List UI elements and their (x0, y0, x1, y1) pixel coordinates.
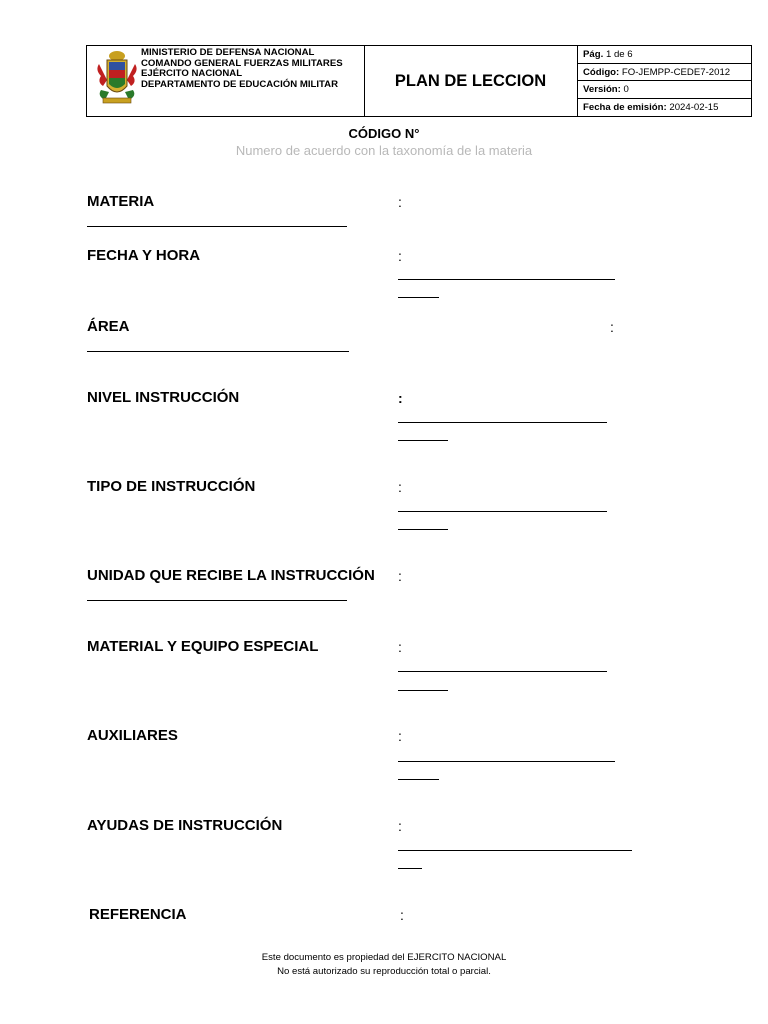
issue-date-label: Fecha de emisión: (583, 101, 667, 113)
footer-line: No está autorizado su reproducción total o parcial. (277, 966, 491, 977)
org-line: MINISTERIO DE DEFENSA NACIONAL (141, 47, 315, 58)
fecha-hora-line (398, 279, 615, 280)
material-colon: : (398, 639, 402, 655)
referencia-colon: : (400, 907, 404, 923)
area-line (87, 351, 349, 352)
area-colon: : (610, 319, 614, 335)
page-value: 1 de 6 (605, 49, 633, 60)
version-row (577, 81, 751, 99)
nivel-colon: : (398, 390, 403, 406)
code-label: Código: (583, 66, 620, 78)
materia-line (87, 226, 347, 227)
material-line (398, 671, 607, 672)
fecha-hora-colon: : (398, 248, 402, 264)
org-name (141, 48, 343, 90)
header-meta-cell (577, 46, 751, 116)
document-title: PLAN DE LECCION (364, 46, 578, 116)
auxiliares-label: AUXILIARES (87, 727, 178, 744)
code-row (577, 64, 751, 82)
version-label: Versión: (583, 84, 621, 95)
tipo-colon: : (398, 479, 402, 495)
code-number-hint: Numero de acuerdo con la taxonomía de la materia (235, 143, 533, 158)
ayudas-line-end (398, 868, 422, 869)
auxiliares-line-end (398, 779, 439, 780)
unidad-line (87, 600, 347, 601)
code-number-title: CÓDIGO N° (348, 126, 420, 141)
document-header (86, 45, 752, 117)
header-org-cell (87, 46, 365, 116)
materia-colon: : (398, 194, 402, 210)
footer-notice (0, 951, 768, 979)
ayudas-colon: : (398, 818, 402, 834)
referencia-label: REFERENCIA (89, 906, 187, 923)
page-label: Pág. (583, 49, 604, 60)
fecha-hora-label: FECHA Y HORA (87, 247, 201, 264)
unidad-colon: : (398, 568, 402, 584)
footer-line: Este documento es propiedad del EJERCITO NACIONAL (261, 952, 507, 963)
nivel-line (398, 422, 607, 423)
issue-date-row (577, 99, 751, 117)
material-label: MATERIAL Y EQUIPO ESPECIAL (87, 638, 319, 655)
auxiliares-line (398, 761, 615, 762)
nivel-line-end (398, 440, 448, 441)
org-line: COMANDO GENERAL FUERZAS MILITARES (141, 57, 343, 69)
org-line: EJÉRCITO NACIONAL (141, 68, 243, 80)
fecha-hora-line-end (398, 297, 439, 298)
materia-label: MATERIA (87, 193, 155, 210)
tipo-line-end (398, 529, 448, 530)
code-value: FO-JEMPP-CEDE7-2012 (621, 66, 731, 78)
area-label: ÁREA (87, 318, 130, 335)
material-line-end (398, 690, 448, 691)
issue-date-value: 2024-02-15 (669, 101, 719, 113)
ayudas-line (398, 850, 632, 851)
auxiliares-colon: : (398, 728, 402, 744)
tipo-label: TIPO DE INSTRUCCIÓN (87, 478, 256, 495)
nivel-label: NIVEL INSTRUCCIÓN (87, 389, 240, 406)
org-line: DEPARTAMENTO DE EDUCACIÓN MILITAR (141, 78, 339, 90)
page-number-row (577, 46, 751, 64)
coat-of-arms-icon (95, 50, 139, 106)
ayudas-label: AYUDAS DE INSTRUCCIÓN (87, 817, 283, 834)
unidad-label: UNIDAD QUE RECIBE LA INSTRUCCIÓN (87, 567, 375, 584)
version-value: 0 (623, 84, 629, 95)
tipo-line (398, 511, 607, 512)
